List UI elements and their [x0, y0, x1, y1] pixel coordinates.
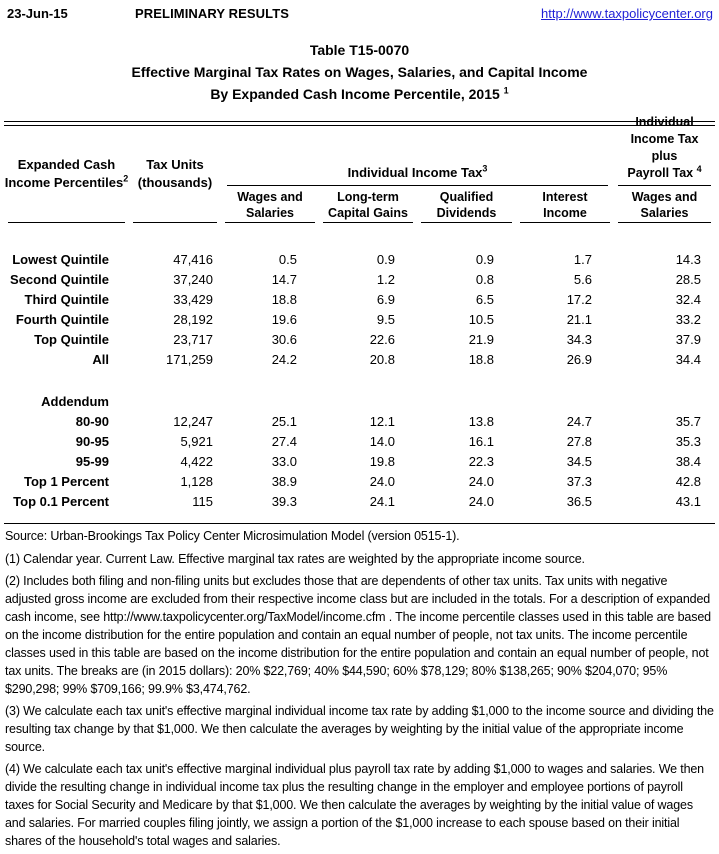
row-label: Fourth Quintile [15, 311, 109, 327]
cell-tax-units: 28,192 [173, 311, 213, 327]
table-bottom-rule [4, 523, 715, 524]
cell-dividends: 22.3 [468, 453, 494, 469]
subheader-qualified-dividends: Qualified Dividends [436, 190, 497, 220]
spacer [4, 224, 715, 249]
header-underline [225, 222, 315, 224]
table-main-title: Effective Marginal Tax Rates on Wages, Salaries, and Capital Income [131, 64, 588, 80]
cell-payroll-wages: 35.3 [675, 433, 701, 449]
cell-capital-gains: 14.0 [369, 433, 395, 449]
cell-wages-salaries: 14.7 [271, 271, 297, 287]
source-note: Source: Urban-Brookings Tax Policy Center Microsimulation Model (version 0515-1). [5, 529, 460, 543]
cell-tax-units: 5,921 [180, 433, 213, 449]
spacer [4, 369, 715, 391]
row-label: Third Quintile [24, 291, 109, 307]
footnote-ref-1: 1 [503, 85, 509, 96]
cell-dividends: 0.9 [475, 251, 494, 267]
cell-interest: 24.7 [566, 413, 592, 429]
cell-dividends: 10.5 [468, 311, 494, 327]
cell-dividends: 24.0 [468, 473, 494, 489]
cell-capital-gains: 22.6 [369, 331, 395, 347]
row-label: Lowest Quintile [12, 251, 109, 267]
cell-dividends: 18.8 [468, 351, 494, 367]
table-row [4, 249, 715, 269]
cell-wages-salaries: 24.2 [271, 351, 297, 367]
cell-payroll-wages: 32.4 [675, 291, 701, 307]
table-row [4, 451, 715, 471]
cell-interest: 34.5 [566, 453, 592, 469]
row-label: Second Quintile [10, 271, 109, 287]
cell-capital-gains: 1.2 [376, 271, 395, 287]
footnote-ref-2: 2 [123, 173, 129, 184]
cell-tax-units: 23,717 [173, 331, 213, 347]
footnote-ref-4: 4 [696, 163, 702, 174]
cell-dividends: 13.8 [468, 413, 494, 429]
row-label: All [92, 351, 109, 367]
cell-tax-units: 47,416 [173, 251, 213, 267]
subheader-longterm-capital-gains: Long-term Capital Gains [328, 190, 408, 220]
preliminary-results-label: PRELIMINARY RESULTS [135, 6, 290, 21]
row-label: 80-90 [75, 413, 109, 429]
cell-payroll-wages: 43.1 [675, 493, 701, 509]
table-row [4, 269, 715, 289]
cell-dividends: 21.9 [468, 331, 494, 347]
footnote-3: (3) We calculate each tax unit's effective marginal individual income tax rate by adding $1,000 to the income source and dividing the resulting tax change by that $1,000. We then calculate the averages by weighting by the initial value of the appropriate income source. [5, 704, 714, 754]
cell-capital-gains: 12.1 [369, 413, 395, 429]
table-subtitle: By Expanded Cash Income Percentile, 2015 $^1$ [210, 85, 509, 102]
cell-interest: 37.3 [566, 473, 592, 489]
cell-tax-units: 4,422 [180, 453, 213, 469]
header-underline [323, 222, 413, 224]
cell-capital-gains: 20.8 [369, 351, 395, 367]
cell-interest: 34.3 [566, 331, 592, 347]
cell-wages-salaries: 38.9 [271, 473, 297, 489]
footnote-ref-3: 3 [482, 163, 488, 174]
footnote-2: (2) Includes both filing and non-filing units but excludes those that are dependents of other tax units. Tax units with negative adjusted gross income are excluded from their respective income class but are included in the totals. For a description of expanded cash income, see http://www.taxpolicycenter.org/TaxModel/income.cfm . The income percentile classes used in this table are based on the income distribution for the entire population and contain an equal number of people, not tax units. The income percentile classes used in this table are based on the income distribution for the entire population and contain an equal number of people, not tax units. The breaks are (in 2015 dollars): 20% $22,769; 40% $44,590; 60% $78,129; 80% $138,265; 90% $204,070; 95% $290,298; 99% $709,166; 99.9% $3,474,762. [5, 574, 711, 696]
group-header-individual-income-tax: Individual Income Tax$^3$ [227, 126, 608, 186]
cell-interest: 1.7 [573, 251, 592, 267]
header-underline [618, 222, 711, 224]
cell-wages-salaries: 39.3 [271, 493, 297, 509]
cell-dividends: 6.5 [475, 291, 494, 307]
table-row [4, 431, 715, 451]
data-table [4, 115, 715, 524]
cell-capital-gains: 19.8 [369, 453, 395, 469]
cell-tax-units: 12,247 [173, 413, 213, 429]
cell-tax-units: 115 [192, 493, 213, 509]
row-label: Top Quintile [34, 331, 109, 347]
top-bar [0, 6, 719, 24]
cell-tax-units: 171,259 [166, 351, 213, 367]
table-row [4, 349, 715, 369]
cell-wages-salaries: 0.5 [278, 251, 297, 267]
cell-wages-salaries: 30.6 [271, 331, 297, 347]
header-underline [133, 222, 217, 224]
cell-capital-gains: 24.0 [369, 473, 395, 489]
title-block [0, 39, 719, 105]
table-row [4, 411, 715, 431]
cell-payroll-wages: 28.5 [675, 271, 701, 287]
addendum-header-row [4, 391, 715, 411]
column-header-tax-units: Tax Units (thousands) [137, 157, 213, 190]
cell-dividends: 16.1 [468, 433, 494, 449]
cell-payroll-wages: 35.7 [675, 413, 701, 429]
cell-wages-salaries: 33.0 [271, 453, 297, 469]
row-label: Top 0.1 Percent [13, 493, 109, 509]
cell-interest: 21.1 [566, 311, 592, 327]
cell-interest: 17.2 [566, 291, 592, 307]
cell-payroll-wages: 14.3 [675, 251, 701, 267]
table-row [4, 309, 715, 329]
table-row [4, 329, 715, 349]
cell-wages-salaries: 27.4 [271, 433, 297, 449]
subheader-wages-salaries: Wages and Salaries [237, 190, 303, 220]
cell-capital-gains: 0.9 [376, 251, 395, 267]
cell-payroll-wages: 38.4 [675, 453, 701, 469]
subheader-payroll-wages-salaries: Wages and Salaries [631, 190, 698, 220]
cell-capital-gains: 24.1 [369, 493, 395, 509]
row-label: Top 1 Percent [23, 473, 109, 489]
cell-interest: 36.5 [566, 493, 592, 509]
cell-payroll-wages: 33.2 [675, 311, 701, 327]
cell-wages-salaries: 25.1 [271, 413, 297, 429]
cell-dividends: 24.0 [468, 493, 494, 509]
table-header [4, 115, 715, 224]
footnote-1: (1) Calendar year. Current Law. Effective marginal tax rates are weighted by the appropriate income source. [5, 552, 585, 566]
column-header-percentiles: Expanded Cash Income Percentiles$^2$ [4, 157, 129, 190]
cell-wages-salaries: 19.6 [271, 311, 297, 327]
header-underline [8, 222, 125, 224]
cell-interest: 26.9 [566, 351, 592, 367]
table-row [4, 491, 715, 511]
footnote-4: (4) We calculate each tax unit's effective marginal individual plus payroll tax rate by adding $1,000 to wages and salaries. We then divide the resulting change in individual income tax plus the resulting change in the employer and employee portions of payroll taxes for Social Security and Medicare by that $1,000. We then calculate the averages by weighting by the initial value of wages and salaries. For married couples filing jointly, we assign a portion of the $1,000 increase to each spouse based on their initial shares of the household's total wages and salaries. [5, 762, 704, 848]
cell-capital-gains: 9.5 [376, 311, 395, 327]
cell-wages-salaries: 18.8 [271, 291, 297, 307]
footnotes [5, 527, 714, 854]
table-row [4, 471, 715, 491]
subheader-interest-income: Interest Income [542, 190, 588, 220]
cell-tax-units: 33,429 [173, 291, 213, 307]
spacer [4, 511, 715, 523]
taxpolicycenter-link[interactable]: http://www.taxpolicycenter.org [541, 6, 713, 21]
report-date: 23-Jun-15 [7, 6, 68, 21]
header-underline [421, 222, 512, 224]
addendum-label: Addendum [41, 393, 109, 409]
header-underline [520, 222, 610, 224]
row-label: 90-95 [75, 433, 109, 449]
cell-interest: 5.6 [573, 271, 592, 287]
cell-tax-units: 37,240 [173, 271, 213, 287]
row-label: 95-99 [75, 453, 109, 469]
table-number-title: Table T15-0070 [309, 42, 410, 58]
cell-interest: 27.8 [566, 433, 592, 449]
cell-payroll-wages: 34.4 [675, 351, 701, 367]
cell-payroll-wages: 42.8 [675, 473, 701, 489]
cell-dividends: 0.8 [475, 271, 494, 287]
cell-tax-units: 1,128 [180, 473, 213, 489]
group-header-income-plus-payroll-tax: Individual Income Tax plus Payroll Tax $^4$ [618, 126, 711, 186]
cell-payroll-wages: 37.9 [675, 331, 701, 347]
cell-capital-gains: 6.9 [376, 291, 395, 307]
table-row [4, 289, 715, 309]
